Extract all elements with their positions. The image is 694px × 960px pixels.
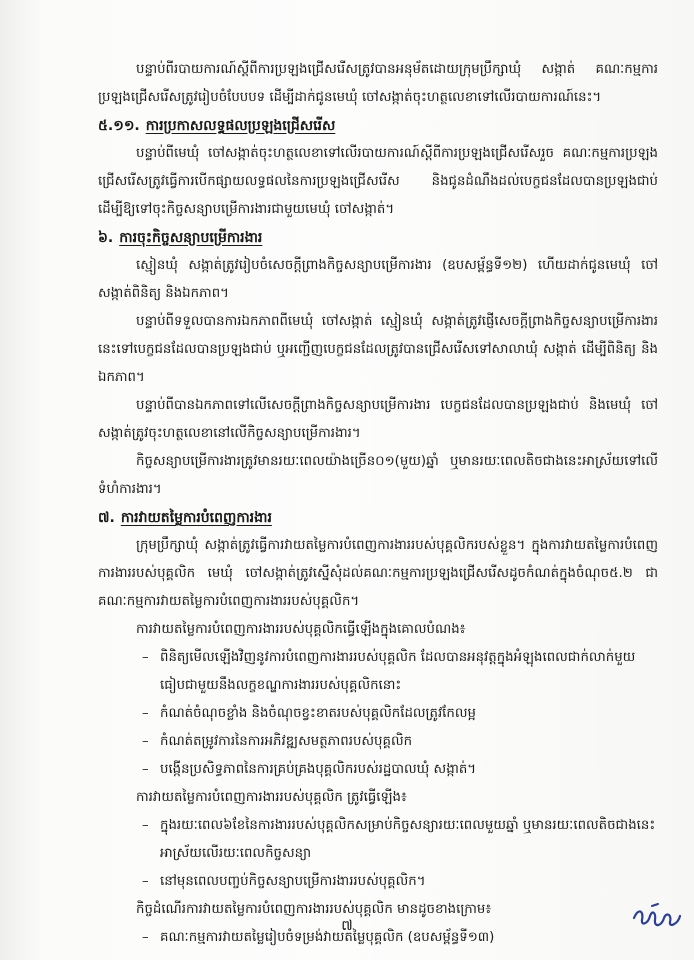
list-item: – នៅមុនពេលបញ្ចប់កិច្ចសន្យាបម្រើការងាររបស់បុគ្គលិក។ (142, 868, 658, 896)
signature-icon (628, 898, 684, 934)
page-content (98, 56, 658, 952)
section-7-paragraph: ក្រុមប្រឹក្សាឃុំ សង្កាត់ត្រូវធ្វើការវាយតម្លៃការបំពេញការងាររបស់បុគ្គលិករបស់ខ្លួន។ ក្នុងការវាយតម្លៃការបំពេញការងាររបស់បុគ្គលិក មេឃុំ ចៅសង្កាត់ត្រូវស្នើសុំដល់គណៈកម្មការប្រឡងជ្រើសរើសដូចកំណត់ក្នុងចំណុច៥.២ ជាគណៈកម្មការវាយតម្លៃការបំពេញការងាររបស់បុគ្គលិក។ (98, 538, 658, 609)
procedure-intro: កិច្ចដំណើរការវាយតម្លៃការបំពេញការងាររបស់បុគ្គលិក មានដូចខាងក្រោម៖ (136, 902, 492, 917)
timing-intro: ការវាយតម្លៃការបំពេញការងាររបស់បុគ្គលិក ត្រូវធ្វើឡើង៖ (136, 790, 407, 805)
purpose-list (98, 644, 658, 784)
section-title: ការចុះកិច្ចសន្យាបម្រើការងារ (119, 230, 263, 246)
timing-list (98, 812, 658, 896)
section-5-11-paragraph: បន្ទាប់ពីមេឃុំ ចៅសង្កាត់ចុះហត្ថលេខាទៅលើរបាយការណ៍ស្តីពីការប្រឡងជ្រើសរើសរួច គណៈកម្មការប្រឡងជ្រើសរើសត្រូវធ្វើការបើកផ្សាយលទ្ធផលនៃការប្រឡងជ្រើសរើស និងជូនដំណឹងដល់បេក្ខជនដែលបានប្រឡងជាប់ ដើម្បីឱ្យទៅចុះកិច្ចសន្យាបម្រើការងារជាមួយមេឃុំ ចៅសង្កាត់។ (98, 146, 658, 217)
section-6-paragraph: កិច្ចសន្យាបម្រើការងារត្រូវមានរយៈពេលយ៉ាងច្រើន០១(មួយ)ឆ្នាំ ឬមានរយៈពេលតិចជាងនេះអាស្រ័យទៅលើទំហំការងារ។ (98, 454, 658, 497)
list-item: – កំណត់តម្រូវការនៃការអភិវឌ្ឍសមត្ថភាពរបស់បុគ្គលិក (142, 728, 658, 756)
page-number: ៧ (341, 918, 353, 934)
purpose-intro: ការវាយតម្លៃការបំពេញការងាររបស់បុគ្គលិកធ្វើឡើងក្នុងគោលបំណង៖ (136, 622, 466, 637)
section-number: ៧. (98, 510, 115, 526)
section-6-heading (98, 224, 658, 252)
intro-paragraph: បន្ទាប់ពីរបាយការណ៍ស្តីពីការប្រឡងជ្រើសរើសត្រូវបានអនុម័តដោយក្រុមប្រឹក្សាឃុំ សង្កាត់ គណៈកម្មការប្រឡងជ្រើសរើសត្រូវរៀបចំបែបបទ ដើម្បីដាក់ជូនមេឃុំ ចៅសង្កាត់ចុះហត្ថលេខាទៅលើរបាយការណ៍នេះ។ (98, 62, 658, 105)
section-number: ៦. (98, 230, 114, 246)
section-title: ការវាយតម្លៃការបំពេញការងារ (120, 510, 272, 526)
list-item: – គណៈកម្មការវាយតម្លៃរៀបចំទម្រង់វាយតម្លៃបុគ្គលិក (ឧបសម្ព័ន្ធទី១៣) (142, 924, 658, 952)
section-6-paragraph: បន្ទាប់ពីបានឯកភាពទៅលើសេចក្តីព្រាងកិច្ចសន្យាបម្រើការងារ បេក្ខជនដែលបានប្រឡងជាប់ និងមេឃុំ ចៅសង្កាត់ត្រូវចុះហត្ថលេខានៅលើកិច្ចសន្យាបម្រើការងារ។ (98, 398, 658, 441)
list-item: – ពិនិត្យមើលឡើងវិញនូវការបំពេញការងាររបស់បុគ្គលិក ដែលបានអនុវត្តក្នុងអំឡុងពេលជាក់លាក់មួយ ធៀបជាមួយនឹងលក្ខខណ្ឌការងាររបស់បុគ្គលិកនោះ (142, 644, 658, 700)
section-5-11-heading (98, 112, 658, 140)
list-item: – បង្កើនប្រសិទ្ធភាពនៃការគ្រប់គ្រងបុគ្គលិករបស់រដ្ឋបាលឃុំ សង្កាត់។ (142, 756, 658, 784)
section-number: ៥.១១. (98, 118, 140, 134)
list-item: – កំណត់ចំណុចខ្លាំង និងចំណុចខ្វះខាតរបស់បុគ្គលិកដែលត្រូវកែលម្អ (142, 700, 658, 728)
list-item: – ក្នុងរយៈពេល៦ខែនៃការងាររបស់បុគ្គលិកសម្រាប់កិច្ចសន្យារយៈពេលមួយឆ្នាំ ឬមានរយៈពេលតិចជាងនេះអាស្រ័យលើរយៈពេលកិច្ចសន្យា (142, 812, 658, 868)
section-title: ការប្រកាសលទ្ធផលប្រឡងជ្រើសរើស (145, 118, 336, 134)
section-6-paragraph: ស្មៀនឃុំ សង្កាត់ត្រូវរៀបចំសេចក្តីព្រាងកិច្ចសន្យាបម្រើការងារ (ឧបសម្ព័ន្ធទី១២) ហើយដាក់ជូនមេឃុំ ចៅសង្កាត់ពិនិត្យ និងឯកភាព។ (98, 258, 658, 301)
section-6-paragraph: បន្ទាប់ពីទទួលបានការឯកភាពពីមេឃុំ ចៅសង្កាត់ ស្មៀនឃុំ សង្កាត់ត្រូវផ្ញើសេចក្តីព្រាងកិច្ចសន្យាបម្រើការងារនេះទៅបេក្ខជនដែលបានប្រឡងជាប់ ឬអញ្ជើញបេក្ខជនដែលត្រូវបានជ្រើសរើសទៅសាលាឃុំ សង្កាត់ ដើម្បីពិនិត្យ និងឯកភាព។ (98, 314, 658, 385)
section-7-heading (98, 504, 658, 532)
